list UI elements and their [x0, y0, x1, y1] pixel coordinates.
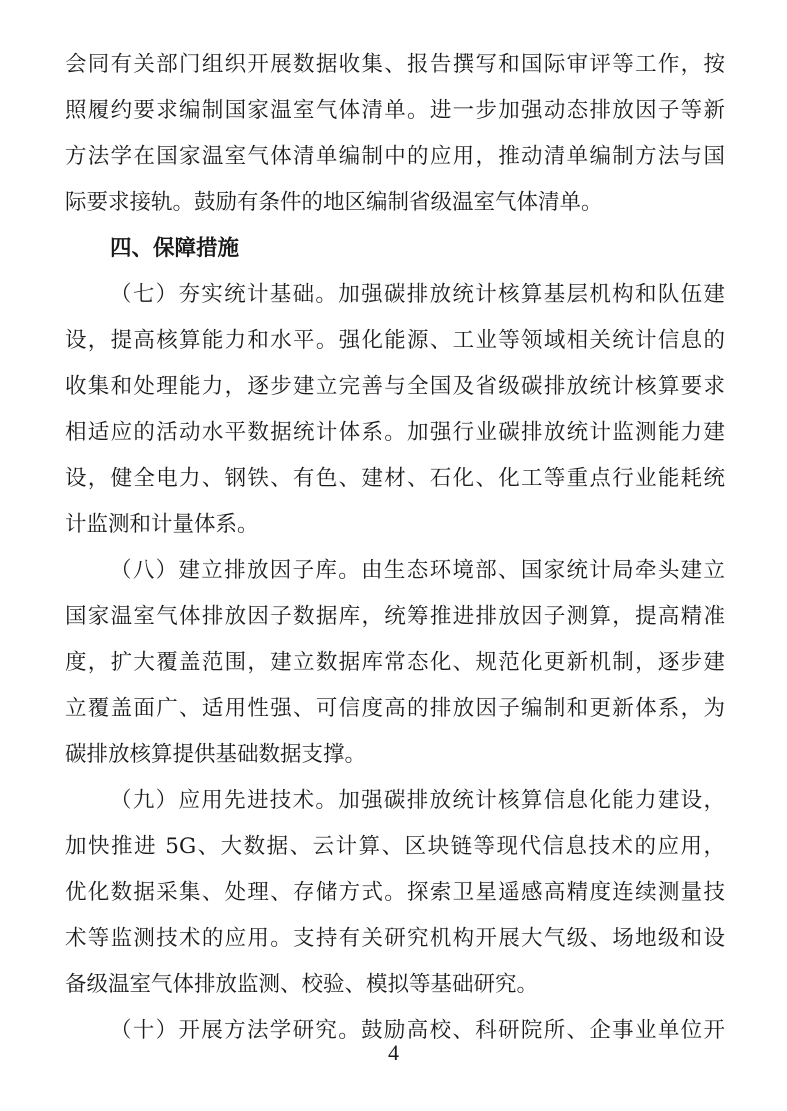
paragraph-line: 碳排放核算提供基础数据支撑。	[65, 742, 367, 767]
item-text: 加强碳排放统计核算基层机构和队伍建	[338, 282, 725, 307]
paragraph-line: 设，提高核算能力和水平。强化能源、工业等领域相关统计信息的	[65, 328, 725, 353]
paragraph-line: 际要求接轨。鼓励有条件的地区编制省级温室气体清单。	[65, 190, 603, 215]
item-number: （七）	[110, 282, 179, 307]
paragraph-line: 加快推进 5G、大数据、云计算、区块链等现代信息技术的应用，	[65, 834, 725, 859]
paragraph-line: 计监测和计量体系。	[65, 512, 259, 537]
paragraph-line: 优化数据采集、处理、存储方式。探索卫星遥感高精度连续测量技	[65, 880, 725, 905]
paragraph-line: 设，健全电力、钢铁、有色、建材、石化、化工等重点行业能耗统	[65, 466, 725, 491]
item-text: 由生态环境部、国家统计局牵头建立	[361, 558, 725, 583]
paragraph-line: 相适应的活动水平数据统计体系。加强行业碳排放统计监测能力建	[65, 420, 725, 445]
page-number: 4	[388, 1040, 399, 1065]
item-title: 开展方法学研究。	[178, 1018, 362, 1043]
item-number: （九）	[110, 788, 179, 813]
paragraph-line: 会同有关部门组织开展数据收集、报告撰写和国际审评等工作，按	[65, 52, 725, 77]
paragraph-line: 度，扩大覆盖范围，建立数据库常态化、规范化更新机制，逐步建	[65, 650, 725, 675]
item-title: 建立排放因子库。	[178, 558, 362, 583]
paragraph-line: 照履约要求编制国家温室气体清单。进一步加强动态排放因子等新	[65, 98, 725, 123]
paragraph-line: 术等监测技术的应用。支持有关研究机构开展大气级、场地级和设	[65, 926, 725, 951]
item-number: （八）	[110, 558, 179, 583]
paragraph-line: 方法学在国家温室气体清单编制中的应用，推动清单编制方法与国	[65, 144, 725, 169]
item-title: 应用先进技术。	[178, 788, 339, 813]
paragraph-line: 备级温室气体排放监测、校验、模拟等基础研究。	[65, 972, 539, 997]
paragraph-line: 收集和处理能力，逐步建立完善与全国及省级碳排放统计核算要求	[65, 374, 725, 399]
paragraph-line: 立覆盖面广、适用性强、可信度高的排放因子编制和更新体系，为	[65, 696, 725, 721]
item-title: 夯实统计基础。	[178, 282, 339, 307]
item-text: 鼓励高校、科研院所、企事业单位开	[361, 1018, 725, 1043]
item-8-first-line	[110, 548, 725, 594]
item-7-first-line	[110, 272, 725, 318]
paragraph-line: 国家温室气体排放因子数据库，统筹推进排放因子测算，提高精准	[65, 604, 725, 629]
item-9-first-line	[110, 778, 725, 824]
item-number: （十）	[110, 1018, 179, 1043]
section-heading: 四、保障措施	[110, 236, 240, 261]
item-text: 加强碳排放统计核算信息化能力建设，	[338, 788, 725, 813]
